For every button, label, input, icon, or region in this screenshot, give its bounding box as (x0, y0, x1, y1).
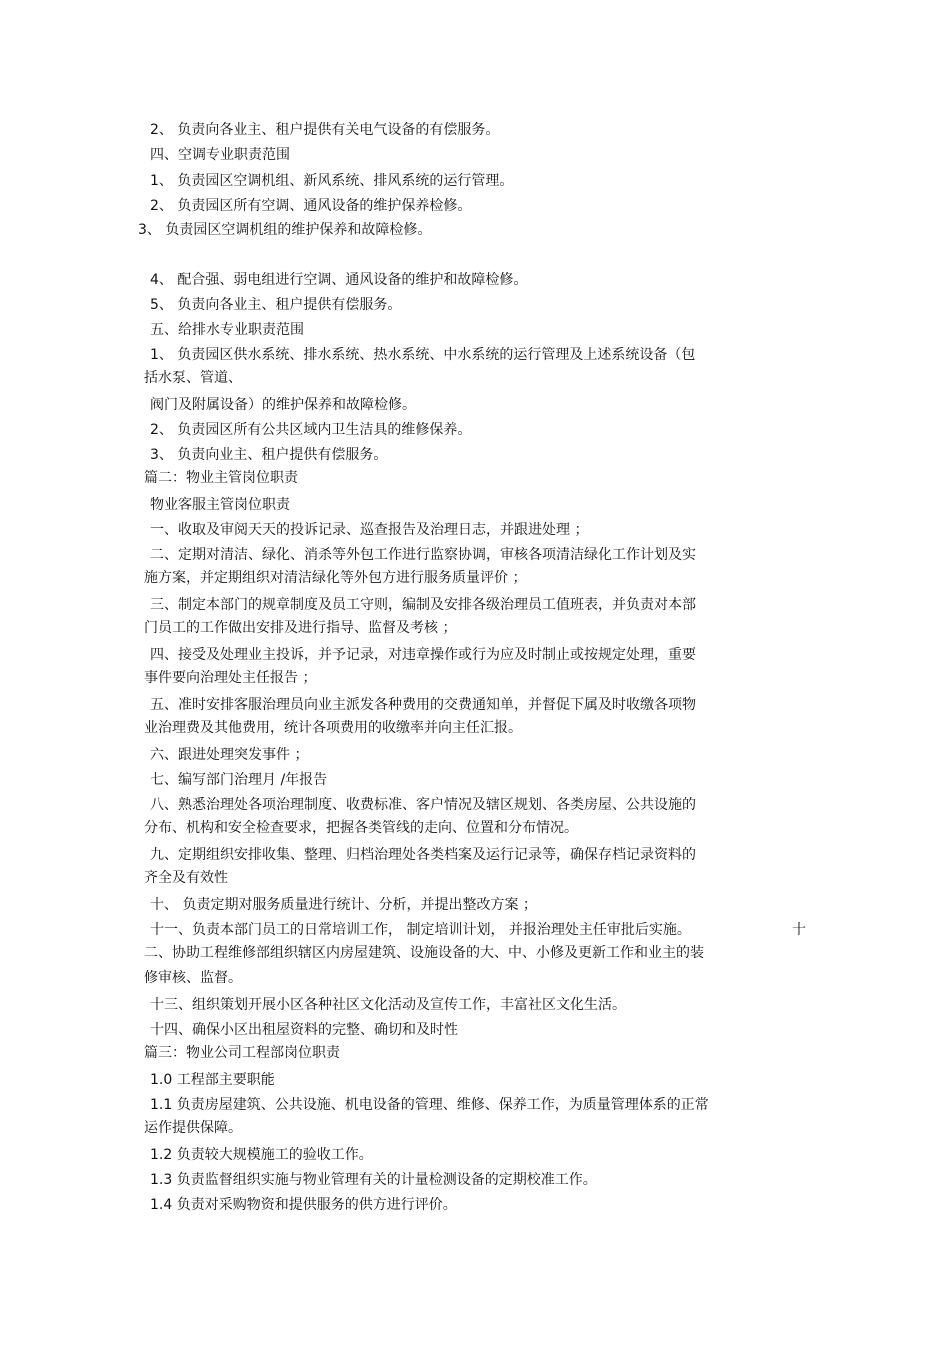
text-line: 括水泵、管道、 (144, 370, 242, 386)
text-line: 门员工的工作做出安排及进行指导、监督及考核 ； (144, 620, 457, 636)
text-line: 七、编写部门治理月 /年报告 (150, 772, 328, 788)
text-line: 1.1 负责房屋建筑、公共设施、机电设备的管理、维修、保养工作，为质量管理体系的正常 (150, 1097, 709, 1113)
text-line: 1、 负责园区空调机组、新风系统、排风系统的运行管理。 (150, 173, 514, 189)
section-heading: 物业客服主管岗位职责 (150, 497, 290, 513)
text-line: 八、熟悉治理处各项治理制度、收费标准、客户情况及辖区规划、各类房屋、公共设施的 (150, 797, 696, 813)
text-line: 一、收取及审阅天天的投诉记录、巡查报告及治理日志，并跟进处理 ； (150, 522, 589, 538)
text-line: 业治理费及其他费用，统计各项费用的收缴率并向主任汇报。 (144, 720, 522, 736)
text-line: 运作提供保障。 (144, 1120, 242, 1136)
text-line: 2、 负责园区所有空调、通风设备的维护保养检修。 (150, 198, 472, 214)
text-line: 1.4 负责对采购物资和提供服务的供方进行评价。 (150, 1197, 457, 1213)
text-line: 事件要向治理处主任报告 ； (144, 670, 317, 686)
text-line: 十四、确保小区出租屋资料的完整、确切和及时性 (150, 1022, 458, 1038)
text-line: 2、 负责园区所有公共区域内卫生洁具的维修保养。 (150, 422, 472, 438)
text-line: 1.2 负责较大规模施工的验收工作。 (150, 1147, 373, 1163)
text-line: 五、准时安排客服治理员向业主派发各种费用的交费通知单，并督促下属及时收缴各项物 (150, 697, 696, 713)
text-line: 分布、机构和安全检查要求，把握各类管线的走向、位置和分布情况。 (144, 820, 578, 836)
section-heading: 1.0 工程部主要职能 (150, 1072, 275, 1088)
section-heading: 四、空调专业职责范围 (150, 147, 290, 163)
text-line: 3、 负责园区空调机组的维护保养和故障检修。 (138, 222, 432, 238)
text-line: 3、 负责向业主、租户提供有偿服务。 (150, 447, 388, 463)
text-line: 4、 配合强、弱电组进行空调、通风设备的维护和故障检修。 (150, 272, 528, 288)
text-line: 修审核、监督。 (144, 970, 242, 986)
text-line: 十三、组织策划开展小区各种社区文化活动及宣传工作，丰富社区文化生活。 (150, 997, 626, 1013)
text-line: 三、制定本部门的规章制度及员工守则，编制及安排各级治理员工值班表，并负责对本部 (150, 597, 696, 613)
text-line: 1.3 负责监督组织实施与物业管理有关的计量检测设备的定期校准工作。 (150, 1172, 597, 1188)
text-line: 十一、负责本部门员工的日常培训工作， 制定培训计划， 并报治理处主任审批后实施。 (150, 922, 691, 938)
text-line: 5、 负责向各业主、租户提供有偿服务。 (150, 297, 402, 313)
chapter-heading: 篇三：物业公司工程部岗位职责 (144, 1045, 340, 1061)
text-line: 齐全及有效性 (144, 870, 228, 886)
text-line: 六、跟进处理突发事件 ； (150, 747, 309, 763)
text-line: 十、 负责定期对服务质量进行统计、分析，并提出整改方案 ； (150, 897, 537, 913)
text-line: 二、定期对清洁、绿化、消杀等外包工作进行监察协调，审核各项清洁绿化工作计划及实 (150, 547, 696, 563)
text-line: 二、协助工程维修部组织辖区内房屋建筑、设施设备的大、中、小修及更新工作和业主的装 (144, 945, 704, 961)
text-line: 阀门及附属设备）的维护保养和故障检修。 (150, 397, 416, 413)
text-line: 2、 负责向各业主、租户提供有关电气设备的有偿服务。 (150, 122, 500, 138)
text-line: 九、定期组织安排收集、整理、归档治理处各类档案及运行记录等，确保存档记录资料的 (150, 847, 696, 863)
chapter-heading: 篇二：物业主管岗位职责 (144, 470, 298, 486)
text-line: 1、 负责园区供水系统、排水系统、热水系统、中水系统的运行管理及上述系统设备（包 (150, 347, 696, 363)
text-line-fragment: 十 (792, 922, 806, 938)
text-line: 施方案，并定期组织对清洁绿化等外包方进行服务质量评价 ； (144, 570, 527, 586)
section-heading: 五、给排水专业职责范围 (150, 322, 304, 338)
text-line: 四、接受及处理业主投诉，并予记录，对违章操作或行为应及时制止或按规定处理，重要 (150, 647, 696, 663)
